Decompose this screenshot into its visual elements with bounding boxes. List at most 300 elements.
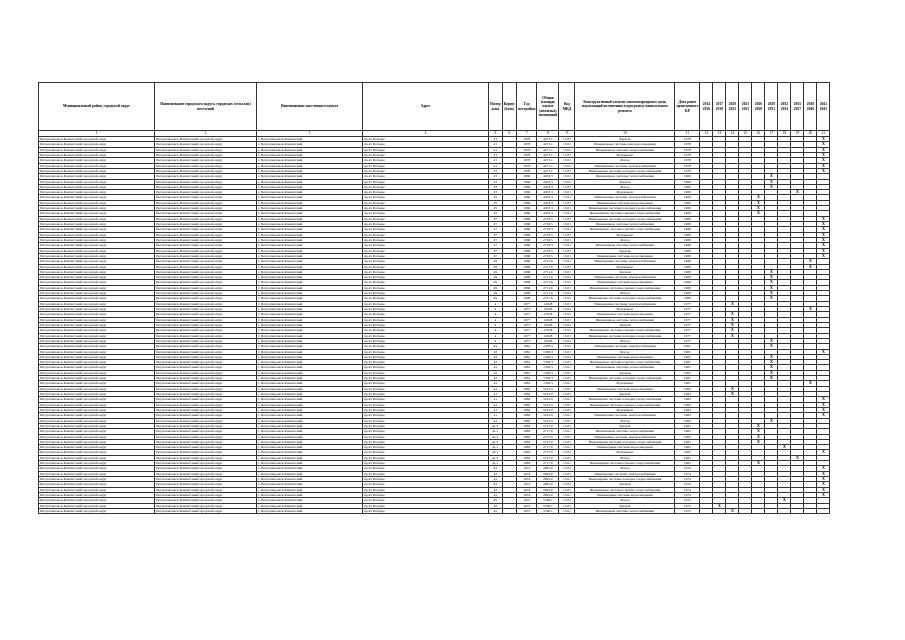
table-cell: 15.01 bbox=[559, 492, 575, 497]
table-cell: пр-кт Победы bbox=[363, 354, 489, 359]
table-cell: пр-кт Победы bbox=[363, 338, 489, 343]
table-cell: пр-кт Победы bbox=[363, 482, 489, 487]
table-cell: 4271,1 bbox=[537, 168, 559, 173]
table-cell: 2718,5 bbox=[537, 253, 559, 258]
table-cell: 1983 bbox=[517, 423, 537, 428]
table-cell: 5161,9 bbox=[537, 386, 559, 391]
column-header: 2023 2025 bbox=[739, 83, 752, 131]
table-cell: 43 bbox=[489, 376, 503, 381]
period-mark: X bbox=[765, 365, 778, 370]
table-cell: 15.01 bbox=[559, 179, 575, 184]
table-cell: Кровля bbox=[575, 482, 675, 487]
table-cell: 1968 bbox=[675, 248, 700, 253]
table-row bbox=[39, 508, 830, 513]
table-cell: 1968 bbox=[517, 275, 537, 280]
table-cell: 1977 bbox=[675, 317, 700, 322]
table-cell: Петропавловск-Камчатский городской округ bbox=[155, 227, 257, 232]
table-cell: пр-кт Победы bbox=[363, 142, 489, 147]
table-cell: Петропавловск-Камчатский городской округ bbox=[39, 137, 155, 142]
table-cell: 27 bbox=[489, 232, 503, 237]
table-cell: Петропавловск-Камчатский городской округ bbox=[155, 280, 257, 285]
table-cell: 4271,1 bbox=[537, 163, 559, 168]
table-cell: 15.01 bbox=[559, 471, 575, 476]
table-cell: г. Петропавловск-Камчатский bbox=[257, 418, 363, 423]
table-cell: Петропавловск-Камчатский городской округ bbox=[155, 163, 257, 168]
table-cell: пр-кт Победы bbox=[363, 471, 489, 476]
table-cell: 45 bbox=[489, 508, 503, 513]
table-cell: г. Петропавловск-Камчатский bbox=[257, 232, 363, 237]
table-cell: г. Петропавловск-Камчатский bbox=[257, 487, 363, 492]
table-cell: 4453,3 bbox=[537, 195, 559, 200]
table-cell: Петропавловск-Камчатский городской округ bbox=[155, 291, 257, 296]
table-cell: г. Петропавловск-Камчатский bbox=[257, 407, 363, 412]
column-header: 2035 2037 bbox=[791, 83, 804, 131]
table-cell: 45 bbox=[489, 498, 503, 503]
column-header: Конструктивный элемент многоквартирного дома, подлежащий включению в программу капитального ремонта bbox=[575, 83, 675, 131]
table-cell: 1968 bbox=[675, 269, 700, 274]
table-cell: Инженерные системы холодного водоснабжения bbox=[575, 439, 675, 444]
table-cell: Петропавловск-Камчатский городской округ bbox=[39, 360, 155, 365]
table-cell: 1977 bbox=[675, 338, 700, 343]
table-cell: 1968 bbox=[517, 227, 537, 232]
column-header: 2032 2034 bbox=[778, 83, 791, 131]
table-cell: Кровля bbox=[575, 392, 675, 397]
table-cell: 1968 bbox=[517, 253, 537, 258]
period-mark: X bbox=[752, 211, 765, 216]
table-cell: 5768,1 bbox=[537, 498, 559, 503]
table-cell: пр-кт Победы bbox=[363, 434, 489, 439]
table-cell: Петропавловск-Камчатский городской округ bbox=[155, 434, 257, 439]
table-cell: Фасад bbox=[575, 498, 675, 503]
column-number: 15 bbox=[739, 131, 752, 137]
table-cell: 1983 bbox=[517, 429, 537, 434]
table-cell: 41/1 bbox=[489, 423, 503, 428]
table-cell: Петропавловск-Камчатский городской округ bbox=[155, 259, 257, 264]
table-cell: Петропавловск-Камчатский городской округ bbox=[155, 269, 257, 274]
table-cell: 1983 bbox=[517, 450, 537, 455]
table-cell bbox=[778, 508, 791, 513]
table-cell: 5161,9 bbox=[537, 402, 559, 407]
table-cell: 12028 bbox=[537, 301, 559, 306]
table-cell: 1981 bbox=[675, 354, 700, 359]
table-cell: 1981 bbox=[675, 381, 700, 386]
table-cell: Инженерные системы холодного водоснабжения bbox=[575, 296, 675, 301]
table-cell: 1968 bbox=[517, 243, 537, 248]
table-cell: 1982 bbox=[675, 407, 700, 412]
table-cell: пр-кт Победы bbox=[363, 477, 489, 482]
table-cell bbox=[765, 508, 778, 513]
column-number: 18 bbox=[778, 131, 791, 137]
table-cell: 4271,1 bbox=[537, 137, 559, 142]
table-cell: Петропавловск-Камчатский городской округ bbox=[39, 206, 155, 211]
table-cell: пр-кт Победы bbox=[363, 184, 489, 189]
table-cell: Петропавловск-Камчатский городской округ bbox=[155, 461, 257, 466]
table-cell: 15.01 bbox=[559, 445, 575, 450]
table-cell: 1969 bbox=[675, 211, 700, 216]
table-cell: Петропавловск-Камчатский городской округ bbox=[155, 174, 257, 179]
table-cell: Петропавловск-Камчатский городской округ bbox=[155, 477, 257, 482]
table-cell: г. Петропавловск-Камчатский bbox=[257, 211, 363, 216]
table-cell: Петропавловск-Камчатский городской округ bbox=[155, 158, 257, 163]
table-cell: 43 bbox=[489, 471, 503, 476]
table-cell: г. Петропавловск-Камчатский bbox=[257, 206, 363, 211]
period-mark: X bbox=[817, 163, 830, 168]
table-cell: пр-кт Победы bbox=[363, 280, 489, 285]
table-cell: 25 bbox=[489, 200, 503, 205]
column-header: Год постройки bbox=[517, 83, 537, 131]
table-cell: 15.01 bbox=[559, 307, 575, 312]
table-cell: 1981 bbox=[517, 381, 537, 386]
column-header: Корпус (блок) bbox=[502, 83, 517, 131]
table-cell: Петропавловск-Камчатский городской округ bbox=[155, 253, 257, 258]
table-cell: 2718,5 bbox=[537, 216, 559, 221]
table-cell: 1968 bbox=[517, 291, 537, 296]
table-cell: 1983 bbox=[675, 450, 700, 455]
table-cell: г. Петропавловск-Камчатский bbox=[257, 237, 363, 242]
table-cell: 29 bbox=[489, 264, 503, 269]
table-cell: 1982 bbox=[517, 397, 537, 402]
table-cell: 1983 bbox=[675, 429, 700, 434]
table-cell: Петропавловск-Камчатский городской округ bbox=[155, 243, 257, 248]
column-number: 21 bbox=[817, 131, 830, 137]
table-cell: 15.01 bbox=[559, 317, 575, 322]
table-cell: Петропавловск-Камчатский городской округ bbox=[155, 322, 257, 327]
table-cell: 4271,1 bbox=[537, 147, 559, 152]
table-cell: 1977 bbox=[517, 307, 537, 312]
table-cell: 5161,9 bbox=[537, 418, 559, 423]
table-cell: 43 bbox=[489, 349, 503, 354]
table-cell: г. Петропавловск-Камчатский bbox=[257, 381, 363, 386]
table-cell: г. Петропавловск-Камчатский bbox=[257, 227, 363, 232]
table-cell: 2691,6 bbox=[537, 482, 559, 487]
table-cell: пр-кт Победы bbox=[363, 466, 489, 471]
table-cell: Фундамент bbox=[575, 307, 675, 312]
table-cell: Петропавловск-Камчатский городской округ bbox=[39, 338, 155, 343]
period-mark: X bbox=[804, 259, 817, 264]
table-cell: г. Петропавловск-Камчатский bbox=[257, 386, 363, 391]
table-cell: Фундамент bbox=[575, 407, 675, 412]
table-cell: 15.01 bbox=[559, 376, 575, 381]
table-cell: Фундамент bbox=[575, 264, 675, 269]
column-number: 4 bbox=[363, 131, 489, 137]
table-cell: 12028 bbox=[537, 333, 559, 338]
period-mark: X bbox=[765, 291, 778, 296]
table-cell: 41 bbox=[489, 392, 503, 397]
table-cell: Петропавловск-Камчатский городской округ bbox=[155, 307, 257, 312]
table-cell: Инженерные системы водоотведения bbox=[575, 445, 675, 450]
table-cell: 4453,3 bbox=[537, 179, 559, 184]
table-cell: 5768,1 bbox=[537, 503, 559, 508]
table-cell: Петропавловск-Камчатский городской округ bbox=[155, 407, 257, 412]
table-cell: Фасад bbox=[575, 158, 675, 163]
table-body bbox=[39, 137, 830, 514]
table-cell: 1968 bbox=[675, 285, 700, 290]
table-cell: Петропавловск-Камчатский городской округ bbox=[155, 370, 257, 375]
table-cell: 1981 bbox=[517, 344, 537, 349]
table-cell: 15.01 bbox=[559, 264, 575, 269]
table-cell: Инженерные системы горячего водоснабжения bbox=[575, 360, 675, 365]
table-cell: 1978 bbox=[675, 168, 700, 173]
column-header: 2020 2022 bbox=[726, 83, 739, 131]
table-cell: Петропавловск-Камчатский городской округ bbox=[155, 184, 257, 189]
table-cell: Петропавловск-Камчатский городской округ bbox=[155, 264, 257, 269]
table-cell: пр-кт Победы bbox=[363, 492, 489, 497]
period-mark: X bbox=[817, 168, 830, 173]
table-cell: Инженерные системы электроснабжения bbox=[575, 195, 675, 200]
table-cell: 15.01 bbox=[559, 461, 575, 466]
table-cell: Инженерные системы горячего водоснабжения bbox=[575, 461, 675, 466]
period-mark: X bbox=[752, 195, 765, 200]
table-cell: 25 bbox=[489, 211, 503, 216]
table-cell: пр-кт Победы bbox=[363, 381, 489, 386]
table-cell: 1977 bbox=[517, 301, 537, 306]
table-cell: 29 bbox=[489, 285, 503, 290]
table-cell: пр-кт Победы bbox=[363, 386, 489, 391]
column-header: Дата ранее проведенного КР bbox=[675, 83, 700, 131]
table-cell: Инженерные системы теплоснабжения bbox=[575, 222, 675, 227]
table-cell: 41/1 bbox=[489, 445, 503, 450]
table-cell: 1978 bbox=[675, 137, 700, 142]
table-cell: 15.01 bbox=[559, 407, 575, 412]
table-cell: Фасад bbox=[575, 455, 675, 460]
table-cell: 23 bbox=[489, 190, 503, 195]
table-cell: 1975 bbox=[675, 508, 700, 513]
table-cell: 41 bbox=[489, 418, 503, 423]
table-cell: Фасад bbox=[575, 418, 675, 423]
table-cell: Петропавловск-Камчатский городской округ bbox=[155, 450, 257, 455]
table-cell: пр-кт Победы bbox=[363, 418, 489, 423]
table-cell: 43 bbox=[489, 344, 503, 349]
table-cell: пр-кт Победы bbox=[363, 232, 489, 237]
table-cell: 15.01 bbox=[559, 434, 575, 439]
table-cell: г. Петропавловск-Камчатский bbox=[257, 338, 363, 343]
table-cell: 15.01 bbox=[559, 477, 575, 482]
table-cell bbox=[502, 508, 517, 513]
table-cell: Петропавловск-Камчатский городской округ bbox=[39, 190, 155, 195]
period-mark: X bbox=[817, 482, 830, 487]
table-cell: Петропавловск-Камчатский городской округ bbox=[155, 445, 257, 450]
table-cell: 43 bbox=[489, 466, 503, 471]
table-cell: 12028 bbox=[537, 328, 559, 333]
table-cell: Петропавловск-Камчатский городской округ bbox=[155, 317, 257, 322]
table-cell: 1974 bbox=[675, 471, 700, 476]
table-cell: Петропавловск-Камчатский городской округ bbox=[155, 142, 257, 147]
table-cell: пр-кт Победы bbox=[363, 137, 489, 142]
table-cell: Инженерные системы водоотведения bbox=[575, 492, 675, 497]
table-cell: Петропавловск-Камчатский городской округ bbox=[39, 397, 155, 402]
table-cell: 29 bbox=[489, 280, 503, 285]
table-cell: Петропавловск-Камчатский городской округ bbox=[155, 301, 257, 306]
table-cell: Инженерные системы теплоснабжения bbox=[575, 174, 675, 179]
table-cell: 27 bbox=[489, 243, 503, 248]
table-cell: 4 bbox=[489, 301, 503, 306]
table-cell: пр-кт Победы bbox=[363, 429, 489, 434]
table-cell: пр-кт Победы bbox=[363, 206, 489, 211]
table-cell: 15.01 bbox=[559, 216, 575, 221]
table-cell: 15.01 bbox=[559, 354, 575, 359]
table-cell: 15.01 bbox=[559, 237, 575, 242]
table-cell: Инженерные системы электроснабжения bbox=[575, 259, 675, 264]
table-cell: пр-кт Победы bbox=[363, 147, 489, 152]
table-cell: Петропавловск-Камчатский городской округ bbox=[39, 466, 155, 471]
table-cell: Фундамент bbox=[575, 152, 675, 157]
table-cell bbox=[713, 508, 726, 513]
table-cell: 4 bbox=[489, 328, 503, 333]
period-mark: X bbox=[726, 333, 739, 338]
table-cell: 1975 bbox=[517, 503, 537, 508]
table-cell: 4 bbox=[489, 317, 503, 322]
table-cell: Инженерные системы горячего водоснабжения bbox=[575, 328, 675, 333]
table-cell: 27 bbox=[489, 216, 503, 221]
table-cell: 15.01 bbox=[559, 206, 575, 211]
table-cell: Инженерные системы холодного водоснабжения bbox=[575, 397, 675, 402]
period-mark: X bbox=[752, 461, 765, 466]
table-cell: 1982 bbox=[517, 392, 537, 397]
table-cell: Инженерные системы водоотведения bbox=[575, 253, 675, 258]
table-cell: 1358,3 bbox=[537, 376, 559, 381]
table-cell: Инженерные системы электроснабжения bbox=[575, 413, 675, 418]
table-cell: г. Петропавловск-Камчатский bbox=[257, 291, 363, 296]
table-cell: Петропавловск-Камчатский городской округ bbox=[39, 381, 155, 386]
table-cell: г. Петропавловск-Камчатский bbox=[257, 508, 363, 513]
table-cell: 27 bbox=[489, 237, 503, 242]
table-cell: г. Петропавловск-Камчатский bbox=[257, 328, 363, 333]
table-cell: Петропавловск-Камчатский городской округ bbox=[155, 237, 257, 242]
table-cell: 1968 bbox=[675, 243, 700, 248]
table-cell: 1977 bbox=[517, 322, 537, 327]
table-cell: Фасад bbox=[575, 291, 675, 296]
table-cell: Петропавловск-Камчатский городской округ bbox=[155, 211, 257, 216]
table-cell: 1978 bbox=[517, 142, 537, 147]
table-cell: Петропавловск-Камчатский городской округ bbox=[39, 450, 155, 455]
table-cell: 1974 bbox=[517, 471, 537, 476]
table-cell: г. Петропавловск-Камчатский bbox=[257, 376, 363, 381]
table-cell: 1981 bbox=[517, 370, 537, 375]
table-cell: 25 bbox=[489, 206, 503, 211]
table-cell: Петропавловск-Камчатский городской округ bbox=[155, 179, 257, 184]
table-cell: Петропавловск-Камчатский городской округ bbox=[39, 211, 155, 216]
table-cell: 1977 bbox=[675, 322, 700, 327]
table-cell: 1983 bbox=[517, 434, 537, 439]
table-cell: Петропавловск-Камчатский городской округ bbox=[39, 243, 155, 248]
table-cell: 43 bbox=[489, 492, 503, 497]
table-cell: Петропавловск-Камчатский городской округ bbox=[39, 492, 155, 497]
table-cell: 1982 bbox=[517, 402, 537, 407]
period-mark: X bbox=[778, 498, 791, 503]
table-cell: Петропавловск-Камчатский городской округ bbox=[39, 477, 155, 482]
table-cell: 1983 bbox=[517, 461, 537, 466]
table-cell: Петропавловск-Камчатский городской округ bbox=[39, 349, 155, 354]
table-cell: 1975 bbox=[675, 503, 700, 508]
table-cell: Петропавловск-Камчатский городской округ bbox=[39, 423, 155, 428]
table-cell: 4 bbox=[489, 333, 503, 338]
table-cell: Петропавловск-Камчатский городской округ bbox=[39, 471, 155, 476]
table-cell: Петропавловск-Камчатский городской округ bbox=[155, 392, 257, 397]
table-cell: пр-кт Победы bbox=[363, 200, 489, 205]
table-cell: 15.01 bbox=[559, 291, 575, 296]
table-cell: 1982 bbox=[517, 386, 537, 391]
column-header: Адрес bbox=[363, 83, 489, 131]
period-mark: X bbox=[817, 158, 830, 163]
table-cell: 15.01 bbox=[559, 333, 575, 338]
table-cell: Петропавловск-Камчатский городской округ bbox=[39, 301, 155, 306]
table-cell: Петропавловск-Камчатский городской округ bbox=[39, 386, 155, 391]
table-cell: 4453,3 bbox=[537, 184, 559, 189]
table-cell: 15.01 bbox=[559, 413, 575, 418]
table-cell: 15.01 bbox=[559, 365, 575, 370]
table-cell: 2718,5 bbox=[537, 232, 559, 237]
table-cell: Петропавловск-Камчатский городской округ bbox=[39, 296, 155, 301]
column-number: 8 bbox=[537, 131, 559, 137]
table-cell: 1974 bbox=[517, 482, 537, 487]
table-cell bbox=[752, 508, 765, 513]
table-cell: Петропавловск-Камчатский городской округ bbox=[39, 179, 155, 184]
table-cell: пр-кт Победы bbox=[363, 392, 489, 397]
table-cell: г. Петропавловск-Камчатский bbox=[257, 471, 363, 476]
column-number: 11 bbox=[675, 131, 700, 137]
table-cell: г. Петропавловск-Камчатский bbox=[257, 296, 363, 301]
table-cell: 15.01 bbox=[559, 168, 575, 173]
table-cell: 1358,3 bbox=[537, 354, 559, 359]
table-cell: Петропавловск-Камчатский городской округ bbox=[155, 232, 257, 237]
table-cell: 5161,9 bbox=[537, 413, 559, 418]
table-cell: 2691,6 bbox=[537, 487, 559, 492]
table-cell: г. Петропавловск-Камчатский bbox=[257, 402, 363, 407]
table-cell: 1977 bbox=[675, 333, 700, 338]
table-cell: 41 bbox=[489, 397, 503, 402]
period-mark: X bbox=[765, 275, 778, 280]
table-cell: 23 bbox=[489, 174, 503, 179]
table-cell: Инженерные системы теплоснабжения bbox=[575, 243, 675, 248]
table-cell: пр-кт Победы bbox=[363, 445, 489, 450]
table-cell: пр-кт Победы bbox=[363, 174, 489, 179]
table-cell: Петропавловск-Камчатский городской округ bbox=[39, 333, 155, 338]
table-cell: Петропавловск-Камчатский городской округ bbox=[155, 296, 257, 301]
table-cell: Петропавловск-Камчатский городской округ bbox=[155, 206, 257, 211]
table-cell bbox=[791, 508, 804, 513]
table-cell: 41/1 bbox=[489, 461, 503, 466]
table-cell: Фасад bbox=[575, 338, 675, 343]
table-cell: 1968 bbox=[517, 296, 537, 301]
table-cell: 41/1 bbox=[489, 455, 503, 460]
table-cell: 15.01 bbox=[559, 418, 575, 423]
table-cell: 1969 bbox=[517, 200, 537, 205]
table-cell: 1983 bbox=[675, 423, 700, 428]
table-cell: Петропавловск-Камчатский городской округ bbox=[39, 365, 155, 370]
table-cell: г. Петропавловск-Камчатский bbox=[257, 439, 363, 444]
capital-repair-program-sheet bbox=[38, 82, 830, 514]
table-cell: Фундамент bbox=[575, 381, 675, 386]
table-cell: Петропавловск-Камчатский городской округ bbox=[39, 508, 155, 513]
table-cell: г. Петропавловск-Камчатский bbox=[257, 503, 363, 508]
table-cell: 2711,6 bbox=[537, 291, 559, 296]
table-cell: Петропавловск-Камчатский городской округ bbox=[39, 354, 155, 359]
table-cell: г. Петропавловск-Камчатский bbox=[257, 222, 363, 227]
period-mark: X bbox=[765, 179, 778, 184]
table-cell: пр-кт Победы bbox=[363, 312, 489, 317]
table-cell: г. Петропавловск-Камчатский bbox=[257, 243, 363, 248]
table-cell: Кровля bbox=[575, 503, 675, 508]
table-cell: Петропавловск-Камчатский городской округ bbox=[39, 439, 155, 444]
table-cell: 27 bbox=[489, 248, 503, 253]
period-mark: X bbox=[752, 200, 765, 205]
table-cell: Петропавловск-Камчатский городской округ bbox=[155, 248, 257, 253]
table-cell: Кровля bbox=[575, 269, 675, 274]
table-cell: Петропавловск-Камчатский городской округ bbox=[39, 168, 155, 173]
table-cell: 1978 bbox=[675, 142, 700, 147]
table-cell: Петропавловск-Камчатский городской округ bbox=[155, 333, 257, 338]
table-cell: 15.01 bbox=[559, 232, 575, 237]
